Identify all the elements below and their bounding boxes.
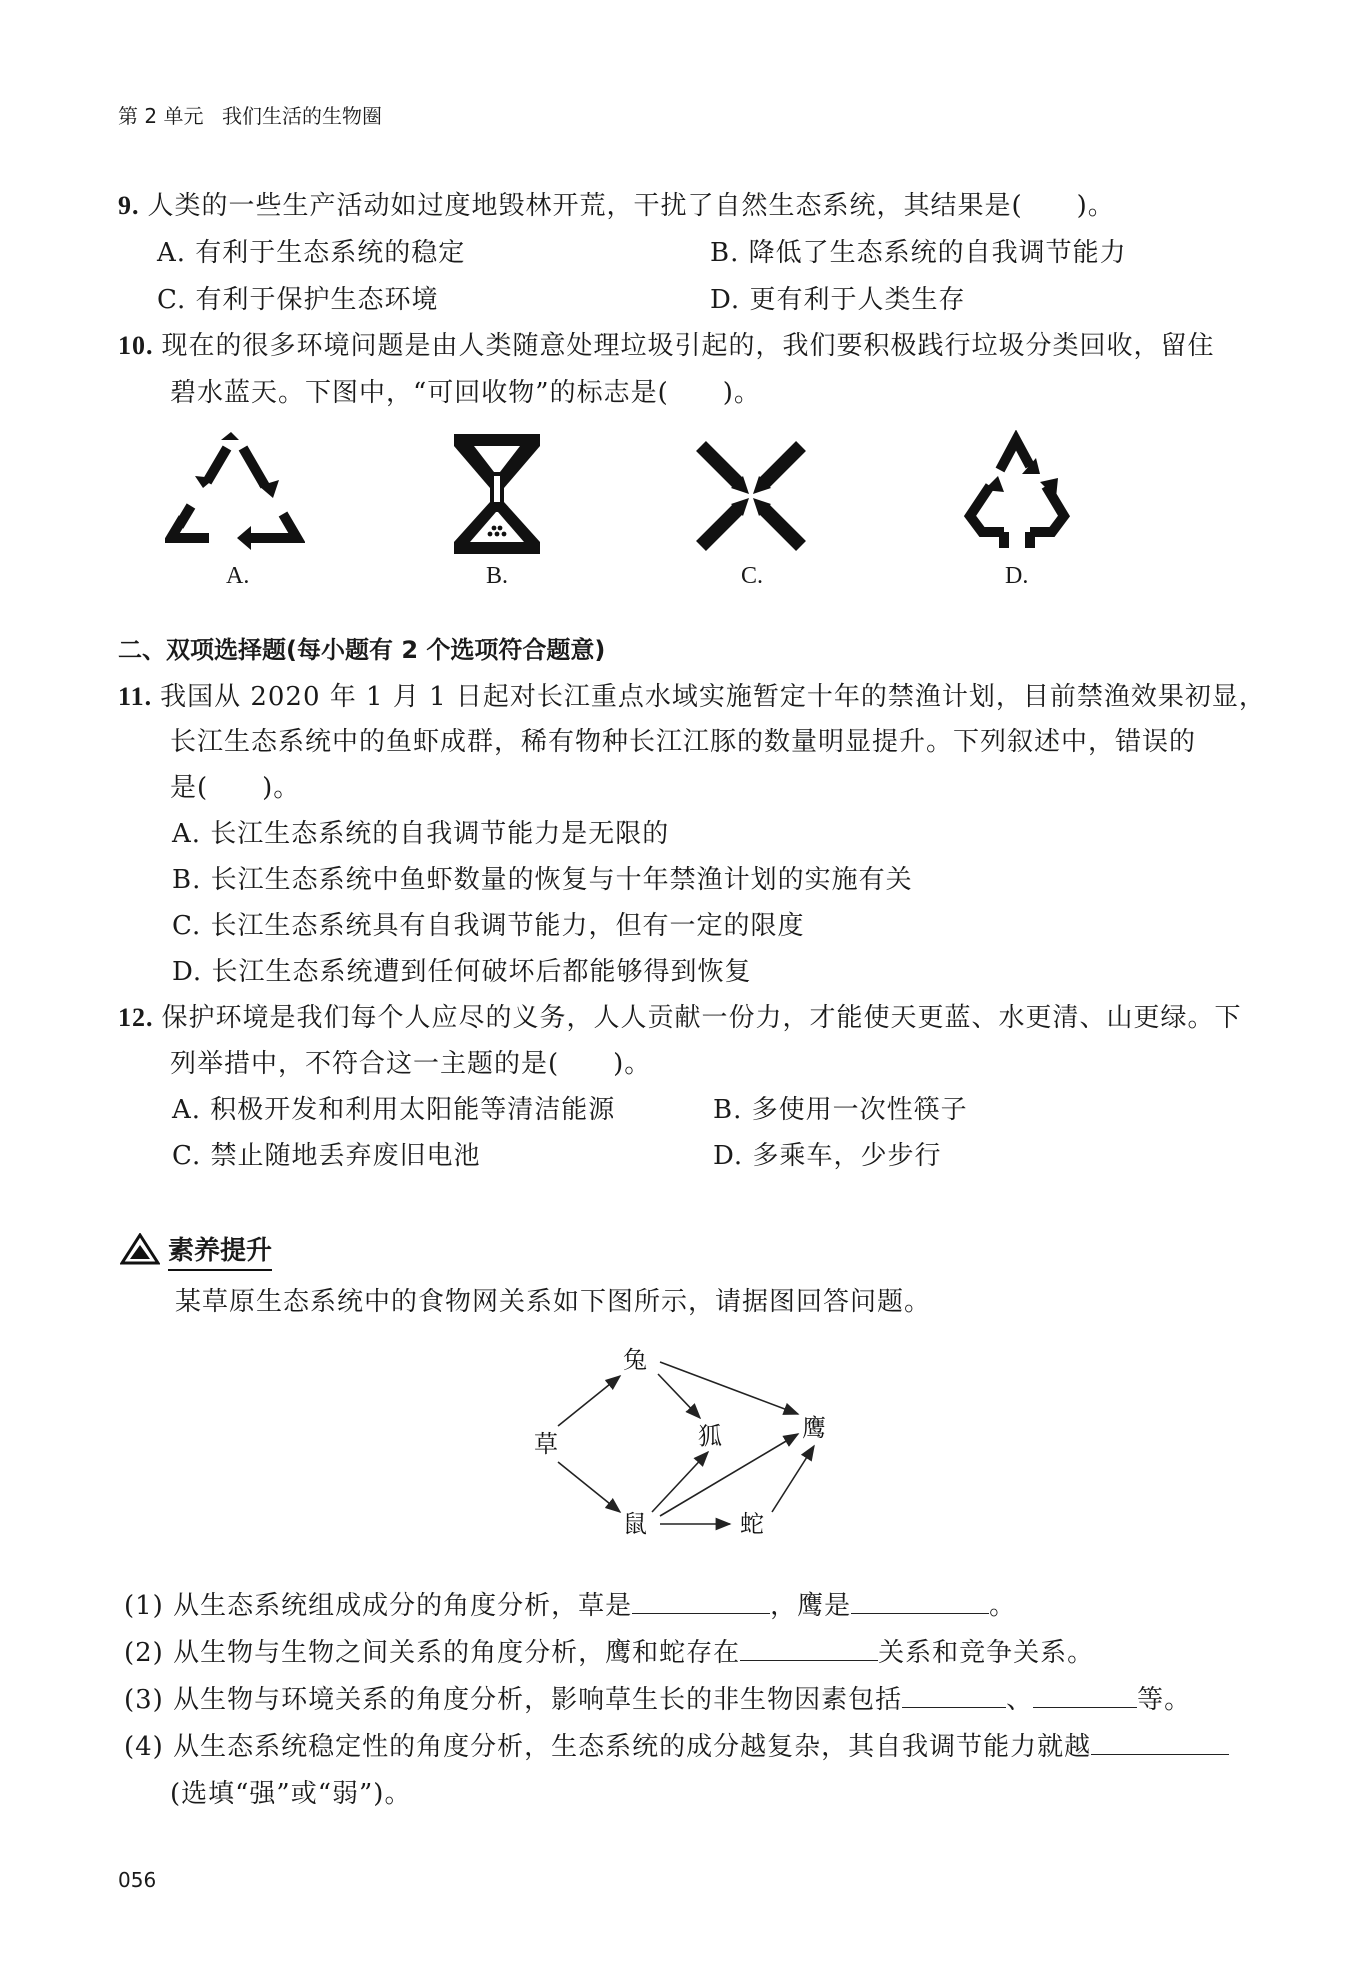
- hourglass-icon[interactable]: [452, 432, 542, 557]
- suyang-title: 素养提升: [168, 1230, 272, 1271]
- edge-rabbit-hawk: [660, 1362, 798, 1414]
- answer-4-text-a: (4) 从生态系统稳定性的角度分析，生态系统的成分越复杂，其自我调节能力就越: [124, 1732, 1092, 1762]
- q12-option-a[interactable]: A. 积极开发和利用太阳能等清洁能源: [172, 1095, 616, 1125]
- edge-grass-mouse: [558, 1462, 620, 1512]
- section2-title: 二、双项选择题(每小题有 2 个选项符合题意): [118, 636, 606, 664]
- node-fox: 狐: [698, 1422, 722, 1450]
- q9-option-b[interactable]: B. 降低了生态系统的自我调节能力: [710, 238, 1127, 268]
- recycle-triangle-icon[interactable]: [165, 430, 305, 555]
- q11-number: 11.: [118, 682, 153, 711]
- answer-3-blank-2[interactable]: [1033, 1681, 1137, 1708]
- answer-3-text-c: 等。: [1137, 1685, 1192, 1715]
- q12-number: 12.: [118, 1003, 154, 1032]
- q11-option-b[interactable]: B. 长江生态系统中鱼虾数量的恢复与十年禁渔计划的实施有关: [172, 865, 913, 895]
- answer-1-text-c: 。: [989, 1591, 1017, 1621]
- page-number: 056: [118, 1868, 157, 1892]
- q12-option-b[interactable]: B. 多使用一次性筷子: [713, 1095, 968, 1125]
- answer-1-text-a: (1) 从生态系统组成成分的角度分析，草是: [124, 1591, 633, 1621]
- edge-rabbit-fox: [658, 1374, 700, 1418]
- triangle-icon: [120, 1233, 160, 1265]
- q9-number: 9.: [118, 191, 140, 220]
- q12-option-c[interactable]: C. 禁止随地丢弃废旧电池: [172, 1141, 481, 1171]
- q12-text-line1: 保护环境是我们每个人应尽的义务，人人贡献一份力，才能使天更蓝、水更清、山更绿。下: [161, 1003, 1242, 1033]
- q12-option-d[interactable]: D. 多乘车，少步行: [713, 1141, 942, 1171]
- edge-snake-hawk: [772, 1446, 814, 1512]
- answer-1-blank-grass[interactable]: [632, 1587, 770, 1614]
- answer-3-text-b: 、: [1006, 1685, 1034, 1715]
- node-rabbit: 兔: [623, 1346, 647, 1374]
- q9-text: 人类的一些生产活动如过度地毁林开荒，干扰了自然生态系统，其结果是( )。: [147, 191, 1115, 221]
- q11-option-d[interactable]: D. 长江生态系统遭到任何破坏后都能够得到恢复: [172, 957, 752, 987]
- suyang-intro: 某草原生态系统中的食物网关系如下图所示，请据图回答问题。: [175, 1287, 932, 1317]
- q11-option-a[interactable]: A. 长江生态系统的自我调节能力是无限的: [172, 819, 670, 849]
- answer-4-line2: (选填“强”或“弱”)。: [170, 1779, 412, 1809]
- q11-text-line3: 是( )。: [170, 773, 301, 803]
- q11-stem: [118, 676, 1266, 713]
- q11-text-line1: 我国从 2020 年 1 月 1 日起对长江重点水域实施暂定十年的禁渔计划，目前禁渔效果初显，: [160, 682, 1266, 712]
- q10-text-line1: 现在的很多环境问题是由人类随意处理垃圾引起的，我们要积极践行垃圾分类回收，留住: [161, 331, 1215, 361]
- q10-stem: [118, 325, 1215, 362]
- q10-number: 10.: [118, 331, 154, 360]
- q12-stem: [118, 997, 1242, 1034]
- node-grass: 草: [534, 1430, 558, 1458]
- answer-4-blank[interactable]: [1091, 1728, 1229, 1755]
- q9-option-a[interactable]: A. 有利于生态系统的稳定: [157, 238, 466, 268]
- answer-2: [124, 1632, 1094, 1669]
- answer-4: [124, 1726, 1229, 1763]
- q9-option-c[interactable]: C. 有利于保护生态环境: [157, 285, 439, 315]
- q10-label-a: A.: [226, 563, 250, 589]
- edge-mouse-fox: [652, 1452, 708, 1512]
- answer-3-blank-1[interactable]: [902, 1681, 1006, 1708]
- answer-2-text-a: (2) 从生物与生物之间关系的角度分析，鹰和蛇存在: [124, 1638, 741, 1668]
- q10-text-line2: 碧水蓝天。下图中，“可回收物”的标志是( )。: [170, 378, 761, 408]
- answer-3-text-a: (3) 从生物与环境关系的角度分析，影响草生长的非生物因素包括: [124, 1685, 903, 1715]
- q9-stem: [118, 185, 1115, 222]
- answer-2-blank[interactable]: [740, 1634, 878, 1661]
- food-web-diagram: [520, 1340, 850, 1540]
- q11-text-line2: 长江生态系统中的鱼虾成群，稀有物种长江江豚的数量明显提升。下列叙述中，错误的: [170, 727, 1197, 757]
- answer-3: [124, 1679, 1191, 1716]
- node-mouse: 鼠: [623, 1510, 647, 1538]
- q10-label-c: C.: [741, 563, 764, 589]
- node-snake: 蛇: [740, 1510, 764, 1538]
- unit-label: 第 2 单元: [118, 104, 204, 128]
- q9-option-d[interactable]: D. 更有利于人类生存: [710, 285, 966, 315]
- answer-1: [124, 1585, 1016, 1622]
- q10-label-b: B.: [486, 563, 509, 589]
- answer-1-text-b: ，鹰是: [770, 1591, 852, 1621]
- cross-arrows-icon[interactable]: [695, 440, 807, 552]
- unit-title: 我们生活的生物圈: [222, 104, 382, 128]
- edge-grass-rabbit: [558, 1376, 620, 1426]
- recycle-tree-icon[interactable]: [960, 430, 1072, 555]
- answer-2-text-b: 关系和竞争关系。: [878, 1638, 1095, 1668]
- q12-text-line2: 列举措中，不符合这一主题的是( )。: [170, 1049, 652, 1079]
- answer-1-blank-hawk[interactable]: [851, 1587, 989, 1614]
- q10-label-d: D.: [1005, 563, 1029, 589]
- node-hawk: 鹰: [802, 1414, 826, 1442]
- q11-option-c[interactable]: C. 长江生态系统具有自我调节能力，但有一定的限度: [172, 911, 805, 941]
